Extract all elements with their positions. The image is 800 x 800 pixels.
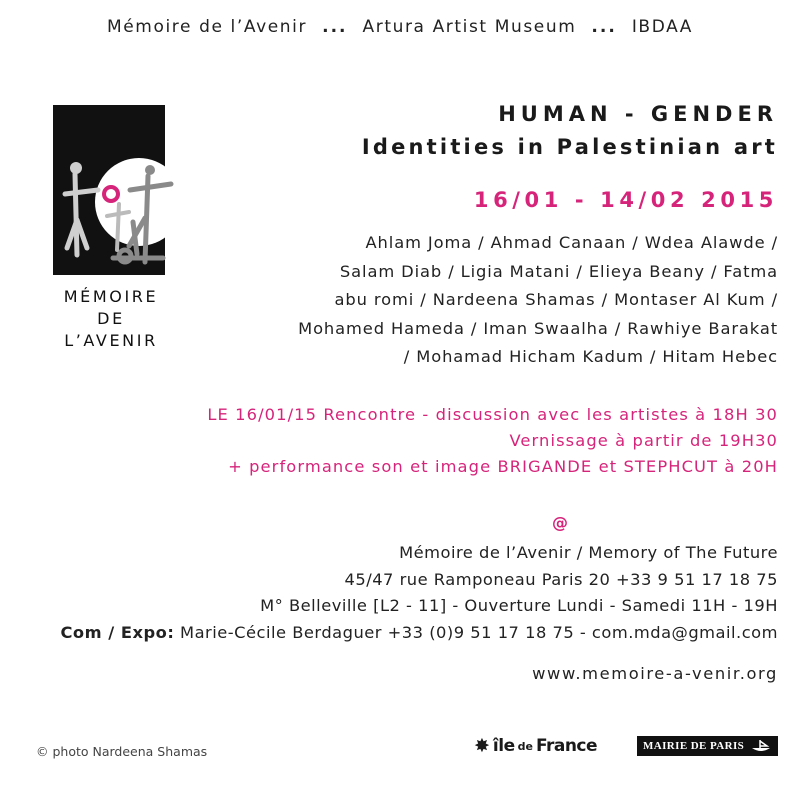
mairie-text: MAIRIE DE PARIS <box>643 740 745 752</box>
logo-line-memoire: MÉMOIRE <box>63 287 159 306</box>
header-artura: Artura Artist Museum <box>362 17 577 37</box>
logo-figures-image <box>53 150 183 280</box>
iledefrance-france: France <box>535 736 598 756</box>
logo-wordmark <box>28 286 194 352</box>
venue-name: Mémoire de l’Avenir / Memory of The Future <box>399 543 778 562</box>
header-memoire: Mémoire de l’Avenir <box>106 17 308 37</box>
artists-line: / Mohamad Hicham Kadum / Hitam Hebec <box>403 347 778 366</box>
star-icon: ✸ <box>474 734 490 757</box>
artists-line: abu romi / Nardeena Shamas / Montaser Al Kum / <box>334 290 778 309</box>
press-contact-label: Com / Expo: <box>60 622 175 642</box>
mairie-de-paris-logo <box>637 736 778 756</box>
event-details <box>58 402 778 480</box>
artists-list <box>218 229 778 372</box>
venue-hours: M° Belleville [L2 - 11] - Ouverture Lundi - Samedi 11H - 19H <box>260 596 778 615</box>
press-contact-value[interactable]: Marie-Cécile Berdaguer +33 (0)9 51 17 18 75 - com.mda@gmail.com <box>180 622 778 642</box>
exhibition-title: HUMAN - GENDER <box>498 102 778 126</box>
logo-line-avenir: L’AVENIR <box>64 331 158 350</box>
iledefrance-logo <box>474 735 597 757</box>
event-line-performance: + performance son et image BRIGANDE et STEPHCUT à 20H <box>228 457 778 476</box>
photo-credit: © photo Nardeena Shamas <box>36 744 208 759</box>
exhibition-dates: 16/01 - 14/02 2015 <box>473 188 778 212</box>
press-contact <box>18 620 778 647</box>
header-line <box>0 17 800 37</box>
header-ibdaa: IBDAA <box>631 17 694 37</box>
event-line-meeting: LE 16/01/15 Rencontre - discussion avec les artistes à 18H 30 <box>207 405 778 424</box>
event-line-opening: Vernissage à partir de 19H30 <box>509 431 778 450</box>
artists-line: Mohamed Hameda / Iman Swaalha / Rawhiye Barakat <box>298 318 778 338</box>
artists-line: Ahlam Joma / Ahmad Canaan / Wdea Alawde / <box>365 233 778 252</box>
ship-icon <box>750 739 772 753</box>
exhibition-subtitle: Identities in Palestinian art <box>361 135 778 159</box>
artists-line: Salam Diab / Ligia Matani / Elieya Beany / Fatma <box>339 261 778 281</box>
iledefrance-ile: île <box>492 736 515 756</box>
venue-address: 45/47 rue Ramponeau Paris 20 +33 9 51 17 18 75 <box>344 569 778 589</box>
at-sign: @ <box>552 513 568 532</box>
header-separator-2: ... <box>591 17 617 37</box>
venue-contact <box>18 540 778 646</box>
logo-line-de: DE <box>97 309 125 328</box>
website-link[interactable]: www.memoire-a-venir.org <box>532 664 778 683</box>
header-separator-1: ... <box>322 17 348 37</box>
iledefrance-de: de <box>517 739 533 753</box>
